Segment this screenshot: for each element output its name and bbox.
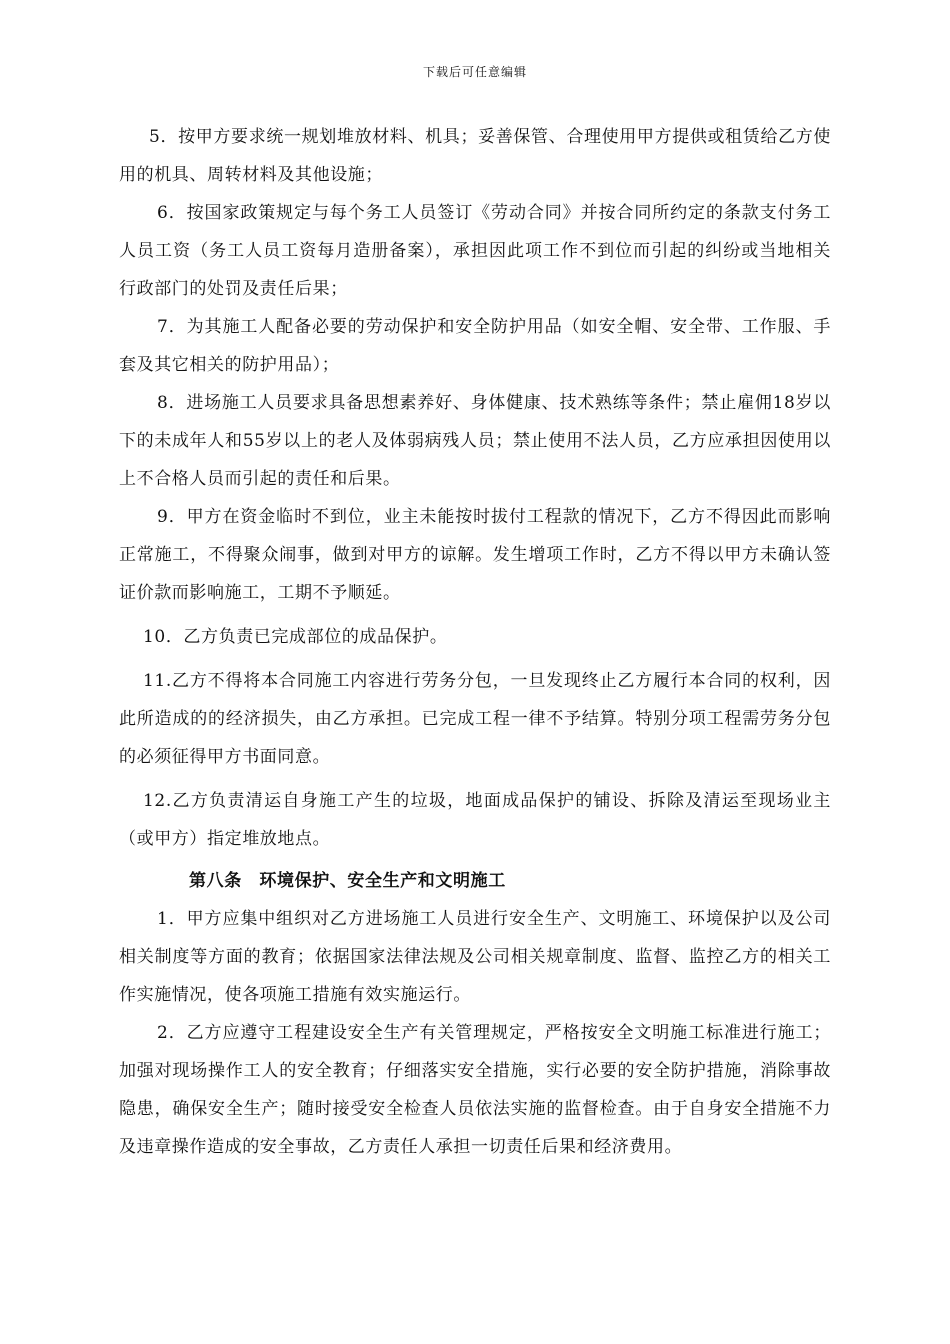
section-clause-1: 1．甲方应集中组织对乙方进场施工人员进行安全生产、文明施工、环境保护以及公司相关制度等方面的教育；依据国家法律法规及公司相关规章制度、监督、监控乙方的相关工作实施情况，使各项施工措施有效实施运行。 xyxy=(119,909,831,1005)
clause-item-8: 8．进场施工人员要求具备思想素养好、身体健康、技术熟练等条件；禁止雇佣18岁以下的未成年人和55岁以上的老人及体弱病残人员；禁止使用不法人员，乙方应承担因使用以上不合格人员而引起的责任和后果。 xyxy=(119,393,831,489)
clause-item-11: 11.乙方不得将本合同施工内容进行劳务分包，一旦发现终止乙方履行本合同的权利，因此所造成的的经济损失，由乙方承担。已完成工程一律不予结算。特别分项工程需劳务分包的必须征得甲方书面同意。 xyxy=(119,671,831,767)
clause-item-7: 7．为其施工人配备必要的劳动保护和安全防护用品（如安全帽、安全带、工作服、手套及其它相关的防护用品）； xyxy=(119,317,831,375)
clause-item-5: 5．按甲方要求统一规划堆放材料、机具；妥善保管、合理使用甲方提供或租赁给乙方使用的机具、周转材料及其他设施； xyxy=(119,127,831,185)
clause-item-12: 12.乙方负责清运自身施工产生的垃圾，地面成品保护的铺设、拆除及清运至现场业主（或甲方）指定堆放地点。 xyxy=(119,791,831,849)
document-body xyxy=(119,118,831,1166)
clause-item-6: 6．按国家政策规定与每个务工人员签订《劳动合同》并按合同所约定的条款支付务工人员工资（务工人员工资每月造册备案），承担因此项工作不到位而引起的纠纷或当地相关行政部门的处罚及责任后果； xyxy=(119,203,831,299)
page-header: 下载后可任意编辑 xyxy=(422,65,527,79)
clause-item-9: 9．甲方在资金临时不到位，业主未能按时拔付工程款的情况下，乙方不得因此而影响正常施工，不得聚众闹事，做到对甲方的谅解。发生增项工作时，乙方不得以甲方未确认签证价款而影响施工，工期不予顺延。 xyxy=(119,507,831,603)
section-clause-2: 2．乙方应遵守工程建设安全生产有关管理规定，严格按安全文明施工标准进行施工；加强对现场操作工人的安全教育；仔细落实安全措施，实行必要的安全防护措施，消除事故隐患，确保安全生产；随时接受安全检查人员依法实施的监督检查。由于自身安全措施不力及违章操作造成的安全事故，乙方责任人承担一切责任后果和经济费用。 xyxy=(119,1023,831,1157)
clause-item-10: 10．乙方负责已完成部位的成品保护。 xyxy=(143,627,448,647)
section-heading: 第八条 环境保护、安全生产和文明施工 xyxy=(189,871,506,891)
